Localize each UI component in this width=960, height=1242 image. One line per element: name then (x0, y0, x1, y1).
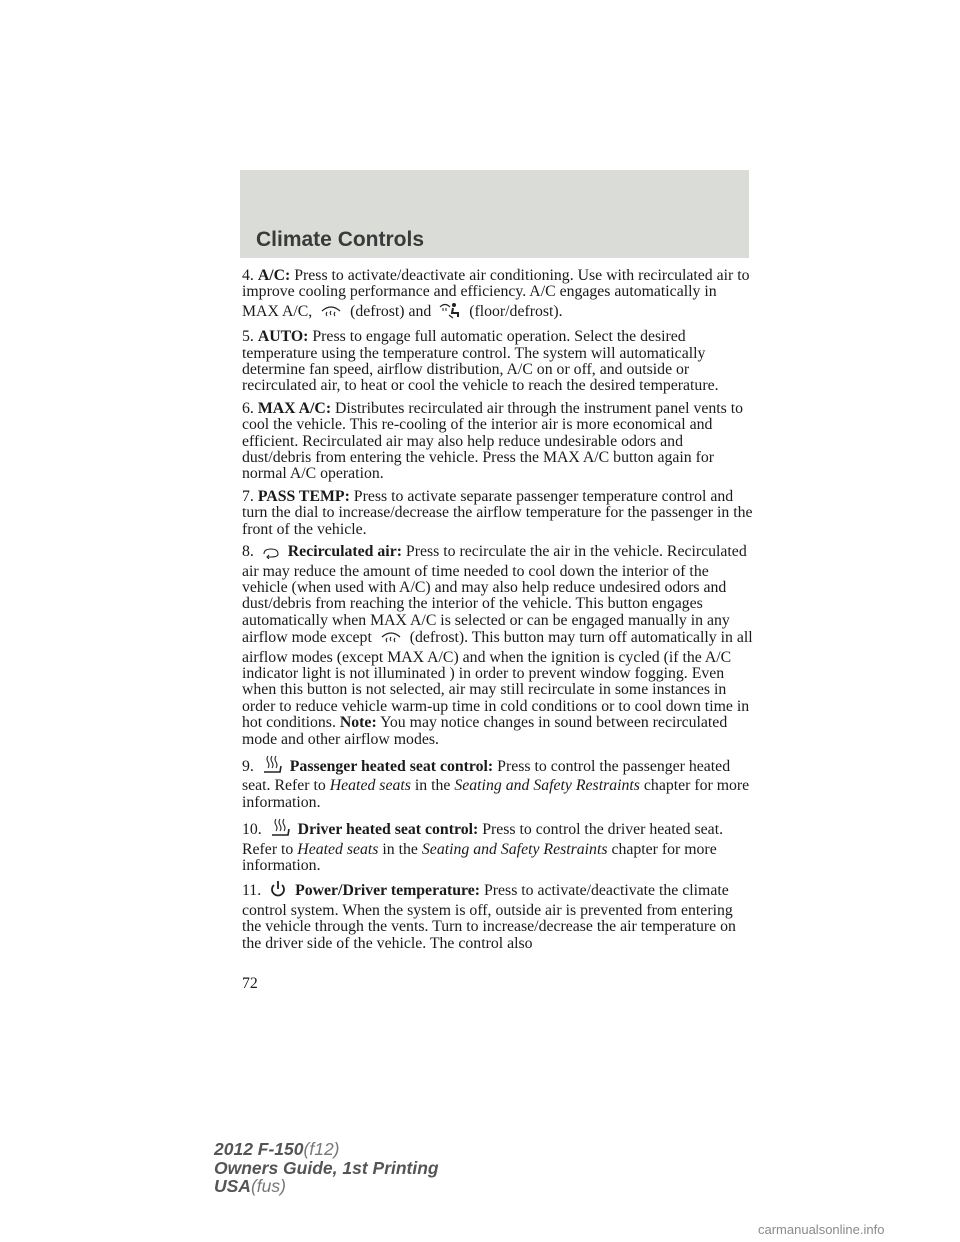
item-label: Recirculated air: (287, 543, 402, 561)
cross-reference: Heated seats (329, 777, 411, 795)
item-number: 5. (242, 328, 254, 346)
item-a-c (242, 268, 754, 323)
item-label: AUTO: (257, 328, 309, 346)
item-recirculated-air (242, 544, 754, 748)
item-driver-heated-seat (242, 817, 754, 874)
item-number: 9. (242, 757, 254, 775)
item-text: Press to activate/deactivate the climate control system. When the system is off, outside air is prevented from entering the vehicle through the vents. Turn to increase/decrease the air temperature on the driver side of the vehicle. The control also (242, 882, 736, 952)
footer-line-2: Owners Guide, 1st Printing (214, 1157, 439, 1178)
footer-model: 2012 F-150 (214, 1139, 304, 1159)
item-text: chapter for more information. (242, 840, 717, 874)
cross-reference: Heated seats (297, 840, 379, 858)
item-text: Press to recirculate the air in the vehicle. Recirculated air may reduce the amount of time needed to cool down the interior of the vehicle (when used with A/C) and may also help reduce undesired odors and dust/debris from reaching the interior of the vehicle. This button engages automatically when MAX A/C is selected or can be engaged manually in any airflow mode except (242, 543, 747, 647)
item-text: Press to activate/deactivate air conditioning. Use with recirculated air to improve cooling performance and efficiency. A/C engages automatically in MAX A/C, (242, 267, 750, 320)
section-title: Climate Controls (256, 228, 425, 251)
item-passenger-heated-seat (242, 754, 754, 811)
item-text: (defrost). This button may turn off automatically in all airflow modes (except MAX A/C) and when the ignition is cycled (if the A/C indicator light is not illuminated ) in order to prevent window fogging. Even when this button is not selected, air may still recirculate in some instances in order to reduce vehicle warm-up time in cold conditions or to cool down time in hot conditions. (242, 629, 753, 732)
item-text: Distributes recirculated air through the instrument panel vents to cool the vehicle. This re-cooling of the interior air is more economical and efficient. Recirculated air may also help reduce undesirable odors and dust/debris from entering the vehicle. Press the MAX A/C button again for normal A/C operation. (242, 399, 744, 483)
floor-defrost-icon (439, 301, 461, 323)
item-number: 11. (242, 882, 262, 900)
item-number: 8. (242, 543, 254, 561)
item-text: (floor/defrost). (469, 302, 563, 320)
item-number: 7. (242, 487, 254, 505)
cross-reference: Seating and Safety Restraints (421, 840, 608, 858)
item-text: Press to activate separate passenger temperature control and turn the dial to increase/decrease the airflow temperature for the passenger in the front of the vehicle. (242, 487, 753, 538)
defrost-icon (320, 303, 342, 323)
footer-market: USA (214, 1176, 251, 1196)
item-label: PASS TEMP: (257, 487, 350, 505)
heated-seat-icon (262, 754, 282, 778)
item-number: 6. (242, 399, 254, 417)
item-number: 10. (242, 821, 262, 839)
item-text: chapter for more information. (242, 777, 750, 811)
item-pass-temp (242, 489, 754, 538)
print-footer (214, 1140, 439, 1196)
item-label: Passenger heated seat control: (289, 757, 494, 775)
item-text: Press to control the passenger heated seat. Refer to (242, 757, 731, 795)
section-header (240, 170, 749, 258)
footer-line-3 (214, 1177, 439, 1196)
defrost-icon (380, 629, 402, 649)
recirculate-icon (262, 547, 280, 563)
item-text: Press to control the driver heated seat. Refer to (242, 821, 724, 858)
item-text: (defrost) and (350, 302, 432, 320)
item-label: MAX A/C: (257, 399, 332, 417)
item-power-driver-temperature (242, 880, 754, 952)
heated-seat-icon (270, 817, 290, 841)
watermark: carmanualsonline.info (758, 1222, 885, 1237)
page-number: 72 (242, 975, 258, 992)
footer-code: (f12) (303, 1139, 340, 1159)
item-text: Press to engage full automatic operation. Select the desired temperature using the temperature control. The system will automatically determine fan speed, airflow distribution, A/C on or off, and outside or recirculated air, to heat or cool the vehicle to reach the desired temperature. (242, 328, 719, 395)
item-text: in the (382, 840, 418, 858)
item-label: Power/Driver temperature: (295, 882, 481, 900)
manual-body (242, 268, 754, 958)
item-number: 4. (242, 267, 254, 284)
item-label: A/C: (257, 267, 291, 284)
power-icon (269, 880, 287, 902)
note-text: You may notice changes in sound between recirculated mode and other airflow modes. (242, 714, 728, 748)
note-label: Note: (339, 714, 377, 732)
item-auto (242, 329, 754, 395)
footer-market-code: (fus) (250, 1176, 286, 1196)
item-label: Driver heated seat control: (297, 821, 479, 839)
item-max-ac (242, 401, 754, 483)
footer-line-1 (214, 1140, 439, 1159)
cross-reference: Seating and Safety Restraints (454, 777, 640, 795)
item-text: in the (414, 777, 451, 795)
